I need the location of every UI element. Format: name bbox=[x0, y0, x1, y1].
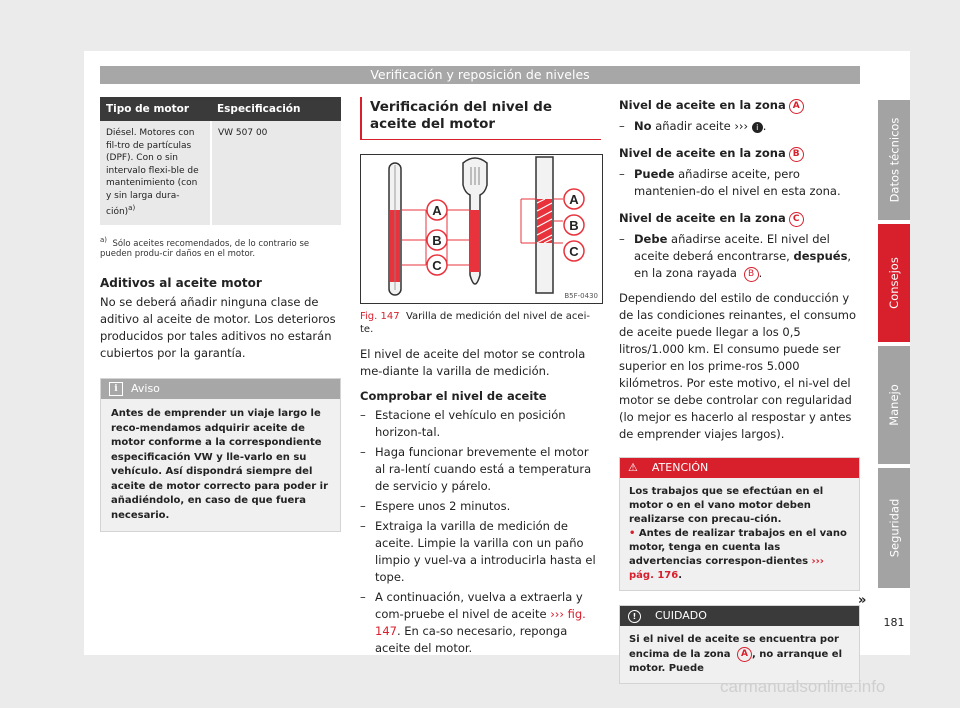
fig-link[interactable]: ››› fig. 147 bbox=[375, 607, 586, 638]
svg-text:A: A bbox=[569, 192, 579, 207]
label-c-right bbox=[564, 241, 584, 261]
level-a-text: – No añadir aceite ››› i . bbox=[619, 118, 860, 135]
tab-datos-tecnicos[interactable]: Datos técnicos bbox=[878, 100, 910, 220]
list-item: – Estacione el vehículo en posición horizon-tal. bbox=[360, 407, 601, 441]
tab-manejo[interactable]: Manejo bbox=[878, 346, 910, 464]
warning-icon: ⚠ bbox=[628, 461, 638, 474]
list-item: – A continuación, vuelva a extraerla y com-pruebe el nivel de aceite ››› fig. 147. En ca-so necesario, reponga aceite del motor. bbox=[360, 589, 601, 657]
exclamation-icon: ! bbox=[628, 610, 641, 623]
aviso-box bbox=[100, 378, 341, 532]
check-steps bbox=[360, 407, 601, 657]
svg-text:C: C bbox=[432, 258, 442, 273]
section-title: Verificación del nivel de aceite del motor bbox=[360, 97, 601, 140]
aditivos-title: Aditivos al aceite motor bbox=[100, 276, 262, 291]
list-item: – Haga funcionar brevemente el motor al ra-lentí cuando está a temperatura de servicio y párelo. bbox=[360, 444, 601, 495]
level-b-head: Nivel de aceite en la zona B bbox=[619, 145, 860, 162]
continue-arrow-icon: » bbox=[858, 593, 867, 608]
level-c-head: Nivel de aceite en la zona C bbox=[619, 210, 860, 227]
page-header: Verificación y reposición de niveles bbox=[100, 66, 860, 84]
column-1 bbox=[100, 97, 341, 532]
list-item: – Extraiga la varilla de medición de aceite. Limpie la varilla con un paño limpio y vuel-va a introducirla hasta el tope. bbox=[360, 518, 601, 586]
dipstick-illustration bbox=[361, 155, 602, 303]
atencion-label: ATENCIÓN bbox=[651, 461, 709, 474]
figure-code: B5F-0430 bbox=[564, 292, 598, 300]
info-icon: i bbox=[109, 382, 123, 396]
check-title: Comprobar el nivel de aceite bbox=[360, 389, 547, 403]
consumo-text: Dependiendo del estilo de conducción y de las condiciones reinantes, el consumo de aceite puede llegar a los 0,5 litros/1.000 km. El consumo puede ser superior en los prime-ros 5.000 kilómetros. Por este motivo, el ni-vel del motor se debe controlar con regularidad (lo mejor es hacerlo al respostar y antes de emprender viajes largos). bbox=[619, 291, 856, 441]
level-b-text: – Puede añadirse aceite, pero mantenien-do el nivel en esta zona. bbox=[619, 166, 860, 200]
intro-text: El nivel de aceite del motor se controla me-diante la varilla de medición. bbox=[360, 347, 586, 378]
label-a-right bbox=[564, 189, 584, 209]
cuidado-label: CUIDADO bbox=[655, 609, 707, 622]
table-header-spec: Especificación bbox=[211, 97, 341, 121]
table-row bbox=[100, 121, 341, 225]
page-number: 181 bbox=[883, 616, 905, 629]
aviso-label: Aviso bbox=[131, 382, 160, 396]
level-a-head: Nivel de aceite en la zona A bbox=[619, 97, 860, 114]
footnote: $^{a)}$ Sólo aceites recomendados, de lo contrario se pueden produ-cir daños en el motor. bbox=[100, 235, 310, 260]
figure-caption: Fig. 147 Varilla de medición del nivel de acei-te. bbox=[360, 311, 590, 335]
svg-text:C: C bbox=[569, 244, 579, 259]
watermark: carmanualsonline.info bbox=[720, 677, 886, 696]
cuidado-text: Si el nivel de aceite se encuentra por encima de la zona A , no arranque el motor. Puede bbox=[620, 626, 859, 683]
table-cell-spec: VW 507 00 bbox=[211, 121, 341, 225]
table-header-engine: Tipo de motor bbox=[100, 97, 211, 121]
label-c-left bbox=[427, 255, 447, 275]
column-3 bbox=[619, 97, 860, 684]
tab-seguridad[interactable]: Seguridad bbox=[878, 468, 910, 588]
atencion-p1: Los trabajos que se efectúan en el motor o en el vano motor deben realizarse con precau-ción. bbox=[629, 486, 824, 525]
atencion-box bbox=[619, 457, 860, 591]
label-a-left bbox=[427, 200, 447, 220]
svg-text:A: A bbox=[432, 203, 442, 218]
list-item: – Espere unos 2 minutos. bbox=[360, 498, 601, 515]
level-c-text: – Debe añadirse aceite. El nivel del aceite deberá encontrarse, después, en la zona rayada B . bbox=[619, 231, 860, 282]
oil-spec-table bbox=[100, 97, 341, 225]
atencion-p2: • Antes de realizar trabajos en el vano motor, tenga en cuenta las advertencias correspon-dientes ››› pág. 176. bbox=[629, 528, 847, 581]
page-link[interactable]: ››› pág. 176 bbox=[629, 556, 824, 581]
cuidado-box bbox=[619, 605, 860, 684]
label-b-right bbox=[564, 215, 584, 235]
table-cell-engine: Diésel. Motores con fil-tro de partículas (DPF). Con o sin intervalo flexi-ble de mantenimiento (con y sin larga dura-ción)$^{a)}$ bbox=[100, 121, 211, 225]
info-dot-icon: i bbox=[752, 122, 763, 133]
tab-consejos[interactable]: Consejos bbox=[878, 224, 910, 342]
svg-text:B: B bbox=[432, 233, 442, 248]
dipstick-figure bbox=[360, 154, 603, 304]
column-2 bbox=[360, 97, 601, 660]
svg-text:B: B bbox=[569, 218, 579, 233]
label-b-left bbox=[427, 230, 447, 250]
aviso-text: Antes de emprender un viaje largo le reco-mendamos adquirir aceite de motor conforme a la correspondiente especificación VW y lle-varlo en su vehículo. Así dispondrá siempre del aceite de motor correcto para poder ir añadiéndolo, en caso de que fuera necesario. bbox=[101, 399, 340, 531]
aditivos-text: No se deberá añadir ninguna clase de aditivo al aceite de motor. Los deterioros producidos por tales aditivos no estarán cubiertos por la garantía. bbox=[100, 295, 336, 361]
